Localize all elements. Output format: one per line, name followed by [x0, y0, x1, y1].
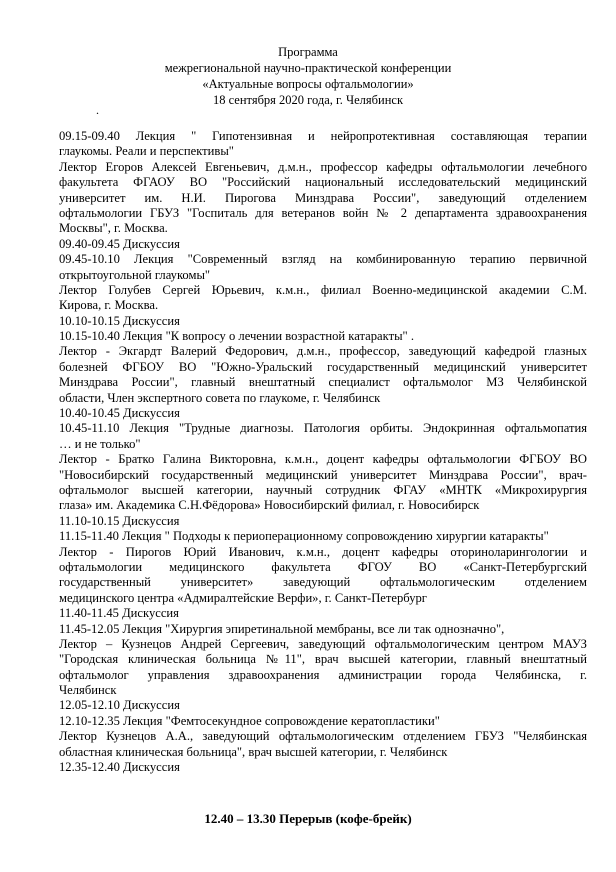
schedule-line: Лектор - Братко Галина Викторовна, к.м.н., доцент кафедры офтальмологии ФГБОУ ВО	[59, 452, 587, 467]
coffee-break: 12.40 – 13.30 Перерыв (кофе-брейк)	[204, 811, 412, 826]
schedule-line: 11.10-10.15 Дискуссия	[59, 513, 180, 528]
schedule-line: офтальмологии ГБУЗ "Госпиталь для ветеранов войн № 2 департамента здравоохранения	[59, 205, 587, 220]
conference-name: «Актуальные вопросы офтальмологии»	[202, 77, 414, 91]
schedule-line: глаза» им. Академика С.Н.Фёдорова» Новосибирский филиал, г. Новосибирск	[59, 498, 480, 513]
schedule-line: офтальмолог управления здравоохранения администрации города Челябинска, г.	[59, 667, 587, 682]
schedule-line: области, Член экспертного совета по глаукоме, г. Челябинск	[59, 390, 381, 405]
schedule-line: болезней ФГБОУ ВО "Южно-Уральский государственный медицинский университет	[59, 359, 587, 374]
stray-mark: .	[96, 103, 99, 117]
schedule-line: 12.35-12.40 Дискуссия	[59, 760, 180, 775]
schedule-line: Лектор Голубев Сергей Юрьевич, к.м.н., филиал Военно-медицинской академии С.М.	[59, 282, 587, 297]
schedule-line: 11.15-11.40 Лекция " Подходы к периоперационному сопровождению хирургии катаракты"	[59, 529, 549, 544]
schedule-line: Лектор – Кузнецов Андрей Сергеевич, заведующий офтальмологическим центром МАУЗ	[59, 636, 587, 651]
schedule-line: Москвы", г. Москва.	[59, 221, 168, 236]
schedule-line: 11.45-12.05 Лекция "Хирургия эпиретинальной мембраны, все ли так однозначно",	[59, 621, 505, 636]
schedule-line: 10.10-10.15 Дискуссия	[59, 313, 180, 328]
schedule-line: 09.15-09.40 Лекция " Гипотензивная и нейропротективная составляющая терапии	[59, 129, 587, 143]
schedule-line: глаукомы. Реали и перспективы"	[59, 144, 234, 159]
program-header	[0, 44, 616, 108]
schedule-line: Челябинск	[59, 683, 117, 698]
program-schedule	[59, 129, 587, 775]
schedule-line: 10.40-10.45 Дискуссия	[59, 406, 180, 421]
schedule-line: Кирова, г. Москва.	[59, 298, 159, 313]
schedule-line: Лектор Егоров Алексей Евгеньевич, д.м.н., профессор кафедры офтальмологии лечебного	[59, 159, 587, 174]
schedule-line: медицинского центра «Адмиралтейские Верфи», г. Санкт-Петербург	[59, 590, 427, 605]
schedule-line: 12.05-12.10 Дискуссия	[59, 698, 180, 713]
schedule-line: факультета ФГАОУ ВО "Российский национальный исследовательский медицинский	[59, 175, 587, 190]
schedule-line: 09.45-10.10 Лекция "Современный взгляд на комбинированную терапию первичной	[59, 252, 587, 267]
schedule-line: 10.15-10.40 Лекция "К вопросу о лечении возрастной катаракты" .	[59, 329, 414, 344]
schedule-line: государственный университет» заведующий офтальмологическим отделением	[59, 575, 587, 590]
schedule-line: офтальмолог высшей категории, научный сотрудник ФГАУ «МНТК «Микрохирургия	[59, 482, 587, 497]
schedule-line: офтальмологии медицинского факультета ФГОУ ВО «Санкт-Петербургский	[59, 559, 587, 574]
schedule-line: … и не только"	[59, 436, 141, 451]
schedule-line: "Новосибирский государственный медицинский университет Минздрава России", врач-	[59, 467, 587, 482]
schedule-line: открытоугольной глаукомы"	[59, 267, 211, 282]
schedule-line: университет им. Н.И. Пирогова Минздрава России", заведующий отделением	[59, 190, 587, 205]
schedule-line: 10.45-11.10 Лекция "Трудные диагнозы. Патология орбиты. Эндокринная офтальмопатия	[59, 421, 587, 436]
schedule-line: Лектор - Пирогов Юрий Иванович, к.м.н., доцент кафедры оториноларингологии и	[59, 544, 587, 559]
schedule-line: 11.40-11.45 Дискуссия	[59, 606, 179, 621]
schedule-line: "Городская клиническая больница №11", врач высшей категории, главный внештатный	[59, 652, 587, 667]
schedule-line: Лектор Кузнецов А.А., заведующий офтальмологическим отделением ГБУЗ "Челябинская	[59, 729, 587, 744]
schedule-line: 09.40-09.45 Дискуссия	[59, 236, 180, 251]
schedule-line: Минздрава России", главный внештатный специалист офтальмолог МЗ Челябинской	[59, 375, 587, 390]
schedule-line: 12.10-12.35 Лекция "Фемтосекундное сопровождение кератопластики"	[59, 713, 440, 728]
program-title: Программа	[278, 45, 338, 59]
schedule-line: Лектор - Экгардт Валерий Федорович, д.м.н., профессор, заведующий кафедрой глазных	[59, 344, 587, 359]
conference-date-place: 18 сентября 2020 года, г. Челябинск	[212, 93, 404, 107]
schedule-line: областная клиническая больница", врач высшей категории, г. Челябинск	[59, 744, 448, 759]
conference-type: межрегиональной научно-практической конференции	[164, 61, 452, 75]
